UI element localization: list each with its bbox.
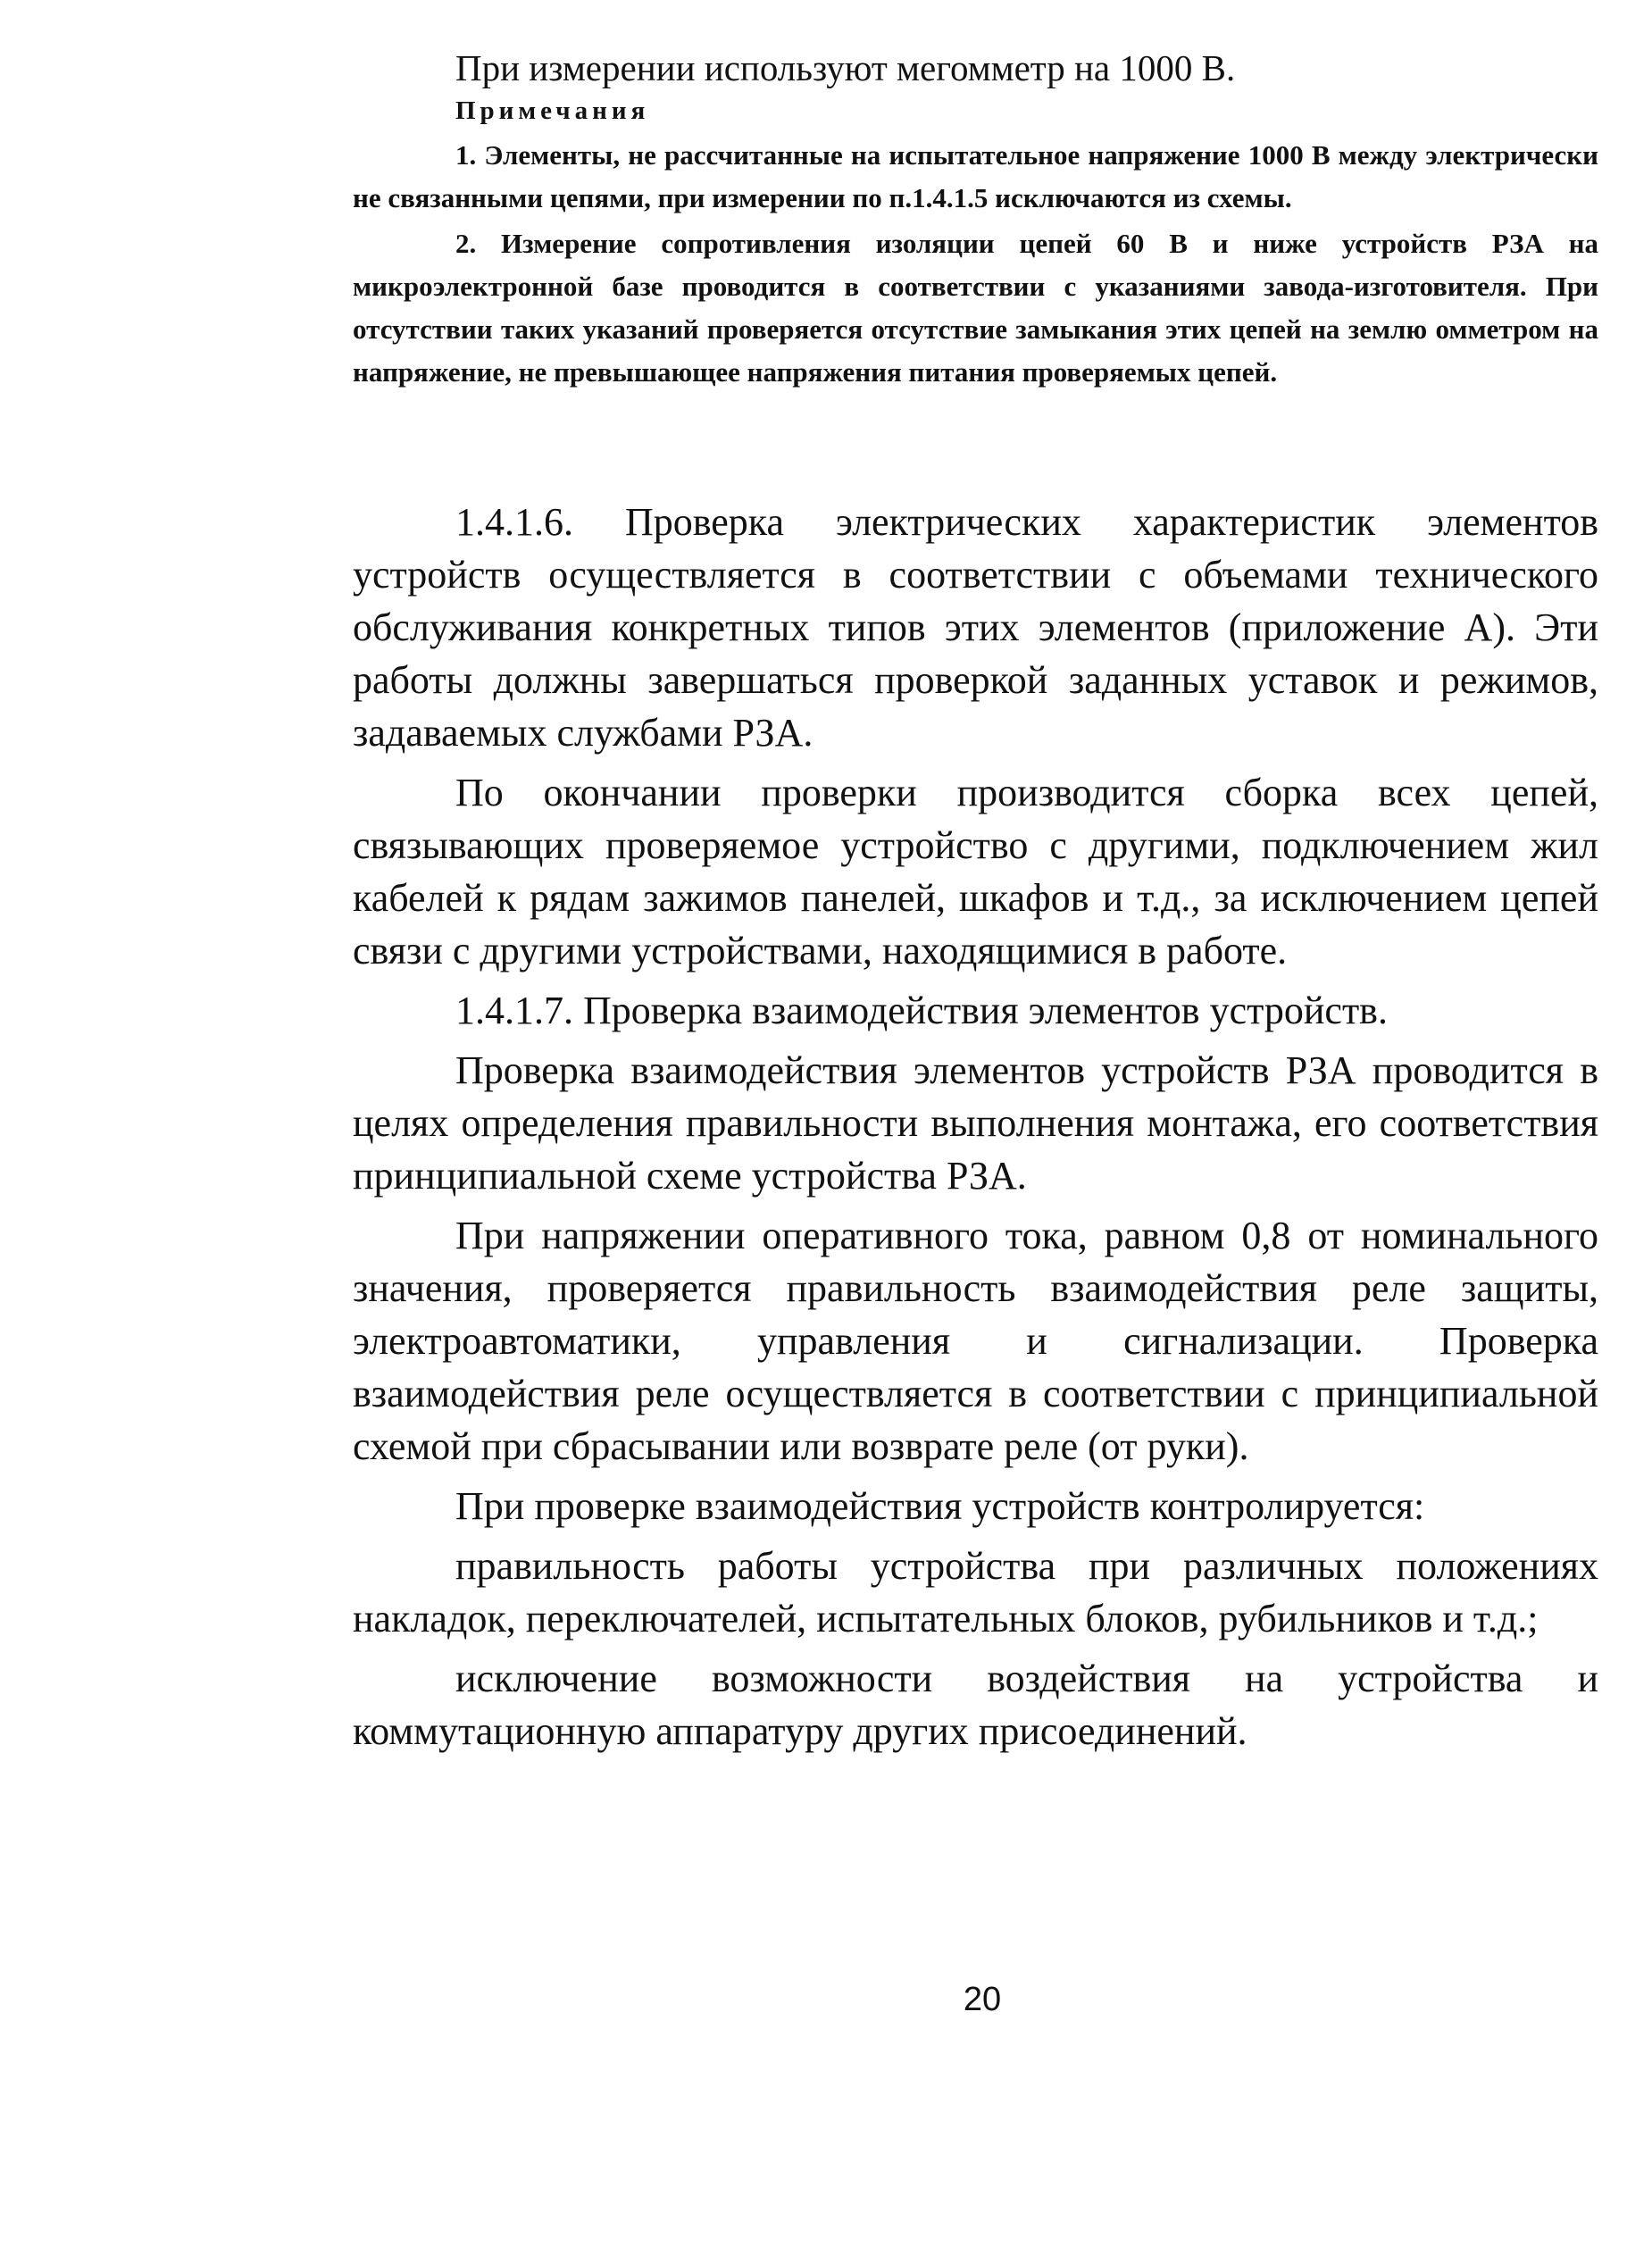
paragraph-controlled-list-intro: При проверке взаимодействия устройств контролируется: [455, 1484, 1425, 1528]
intro-line: При измерении используют мегомметр на 1000 В. [455, 47, 1236, 88]
paragraph-voltage-check: При напряжении оперативного тока, равном 0,8 от номинального значения, проверяется правильность взаимодействия реле защиты, электроавтоматики, управления и сигнализации. Проверка взаимодействия реле осуществляется в соответствии с принципиальной схемой при сбрасывании или возврате реле (от руки). [353, 1214, 1598, 1468]
notes-heading: Примечания [455, 96, 650, 125]
note-1: 1. Элементы, не рассчитанные на испытательное напряжение 1000 В между электрически не связанными цепями, при измерении по п.1.4.1.5 исключаются из схемы. [353, 139, 1598, 213]
paragraph-1-4-1-6: 1.4.1.6. Проверка электрических характеристик элементов устройств осуществляется в соответствии с объемами технического обслуживания конкретных типов этих элементов (приложение А). Эти работы должны завершаться проверкой заданных уставок и режимов, задаваемых службами РЗА. [353, 500, 1598, 755]
paragraph-interaction-check: Проверка взаимодействия элементов устройств РЗА проводится в целях определения правильности выполнения монтажа, его соответствия принципиальной схеме устройства РЗА. [353, 1048, 1598, 1198]
list-item-correct-operation: правильность работы устройства при различных положениях накладок, переключателей, испытательных блоков, рубильников и т.д.; [353, 1544, 1598, 1640]
page-number: 20 [963, 1981, 1002, 2018]
body-text [353, 496, 1598, 1765]
note-2: 2. Измерение сопротивления изоляции цепей 60 В и ниже устройств РЗА на микроэлектронной базе проводится в соответствии с указаниями завода-изготовителя. При отсутствии таких указаний проверяется отсутствие замыкания этих цепей на землю омметром на напряжение, не превышающее напряжения питания проверяемых цепей. [353, 228, 1598, 388]
paragraph-assembly: По окончании проверки производится сборка всех цепей, связывающих проверяемое устройство с другими, подключением жил кабелей к рядам зажимов панелей, шкафов и т.д., за исключением цепей связи с другими устройствами, находящимися в работе. [353, 771, 1598, 973]
notes-block [353, 134, 1598, 397]
section-heading-1-4-1-7: 1.4.1.7. Проверка взаимодействия элементов устройств. [455, 989, 1388, 1032]
list-item-exclusion: исключение возможности воздействия на устройства и коммутационную аппаратуру других присоединений. [353, 1657, 1598, 1753]
